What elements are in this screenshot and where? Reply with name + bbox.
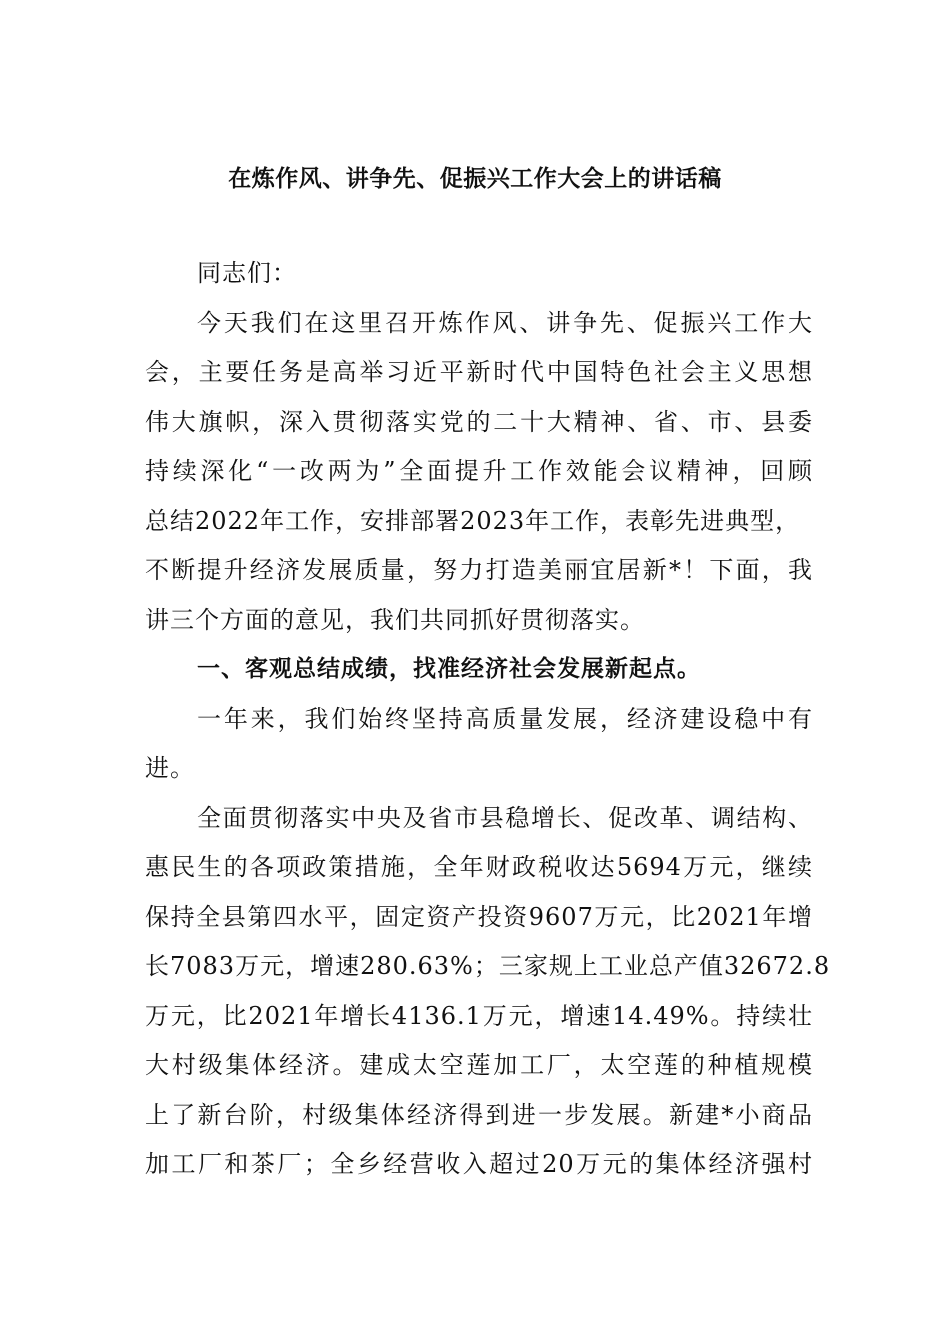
paragraph-line: 持续深化“一改两为”全面提升工作效能会议精神，回顾: [145, 457, 813, 485]
section-heading: 一、客观总结成绩，找准经济社会发展新起点。: [197, 656, 701, 682]
paragraph-line: 加工厂和茶厂；全乡经营收入超过20万元的集体经济强村: [145, 1150, 813, 1178]
paragraph-line: 伟大旗帜，深入贯彻落实党的二十大精神、省、市、县委: [145, 407, 813, 436]
salutation: 同志们：: [197, 259, 297, 287]
paragraph-line: 上了新台阶，村级集体经济得到进一步发展。新建*小商品: [145, 1100, 813, 1129]
document-body: [145, 249, 831, 1190]
paragraph-line: 保持全县第四水平，固定资产投资9607万元，比2021年增: [145, 902, 813, 931]
paragraph-line: 一年来，我们始终坚持高质量发展，经济建设稳中有: [197, 704, 813, 733]
paragraph-line: 今天我们在这里召开炼作风、讲争先、促振兴工作大: [197, 308, 813, 337]
paragraph-line: 长7083万元，增速280.63%；三家规上工业总产值32672.8: [145, 952, 831, 980]
paragraph-line: 不断提升经济发展质量，努力打造美丽宜居新*！下面，我: [145, 556, 813, 584]
paragraph-line: 进。: [145, 754, 195, 782]
paragraph-line: 会，主要任务是高举习近平新时代中国特色社会主义思想: [145, 358, 813, 386]
paragraph-line: 万元，比2021年增长4136.1万元，增速14.49%。持续壮: [145, 1001, 813, 1030]
paragraph-line: 讲三个方面的意见，我们共同抓好贯彻落实。: [145, 605, 645, 634]
paragraph-line: 大村级集体经济。建成太空莲加工厂，太空莲的种植规模: [145, 1051, 813, 1079]
paragraph-line: 总结2022年工作，安排部署2023年工作，表彰先进典型，: [145, 506, 801, 535]
paragraph-line: 全面贯彻落实中央及省市县稳增长、促改革、调结构、: [197, 803, 813, 832]
paragraph-line: 惠民生的各项政策措施，全年财政税收达5694万元，继续: [145, 853, 813, 881]
document-title: 在炼作风、讲争先、促振兴工作大会上的讲话稿: [228, 166, 722, 192]
